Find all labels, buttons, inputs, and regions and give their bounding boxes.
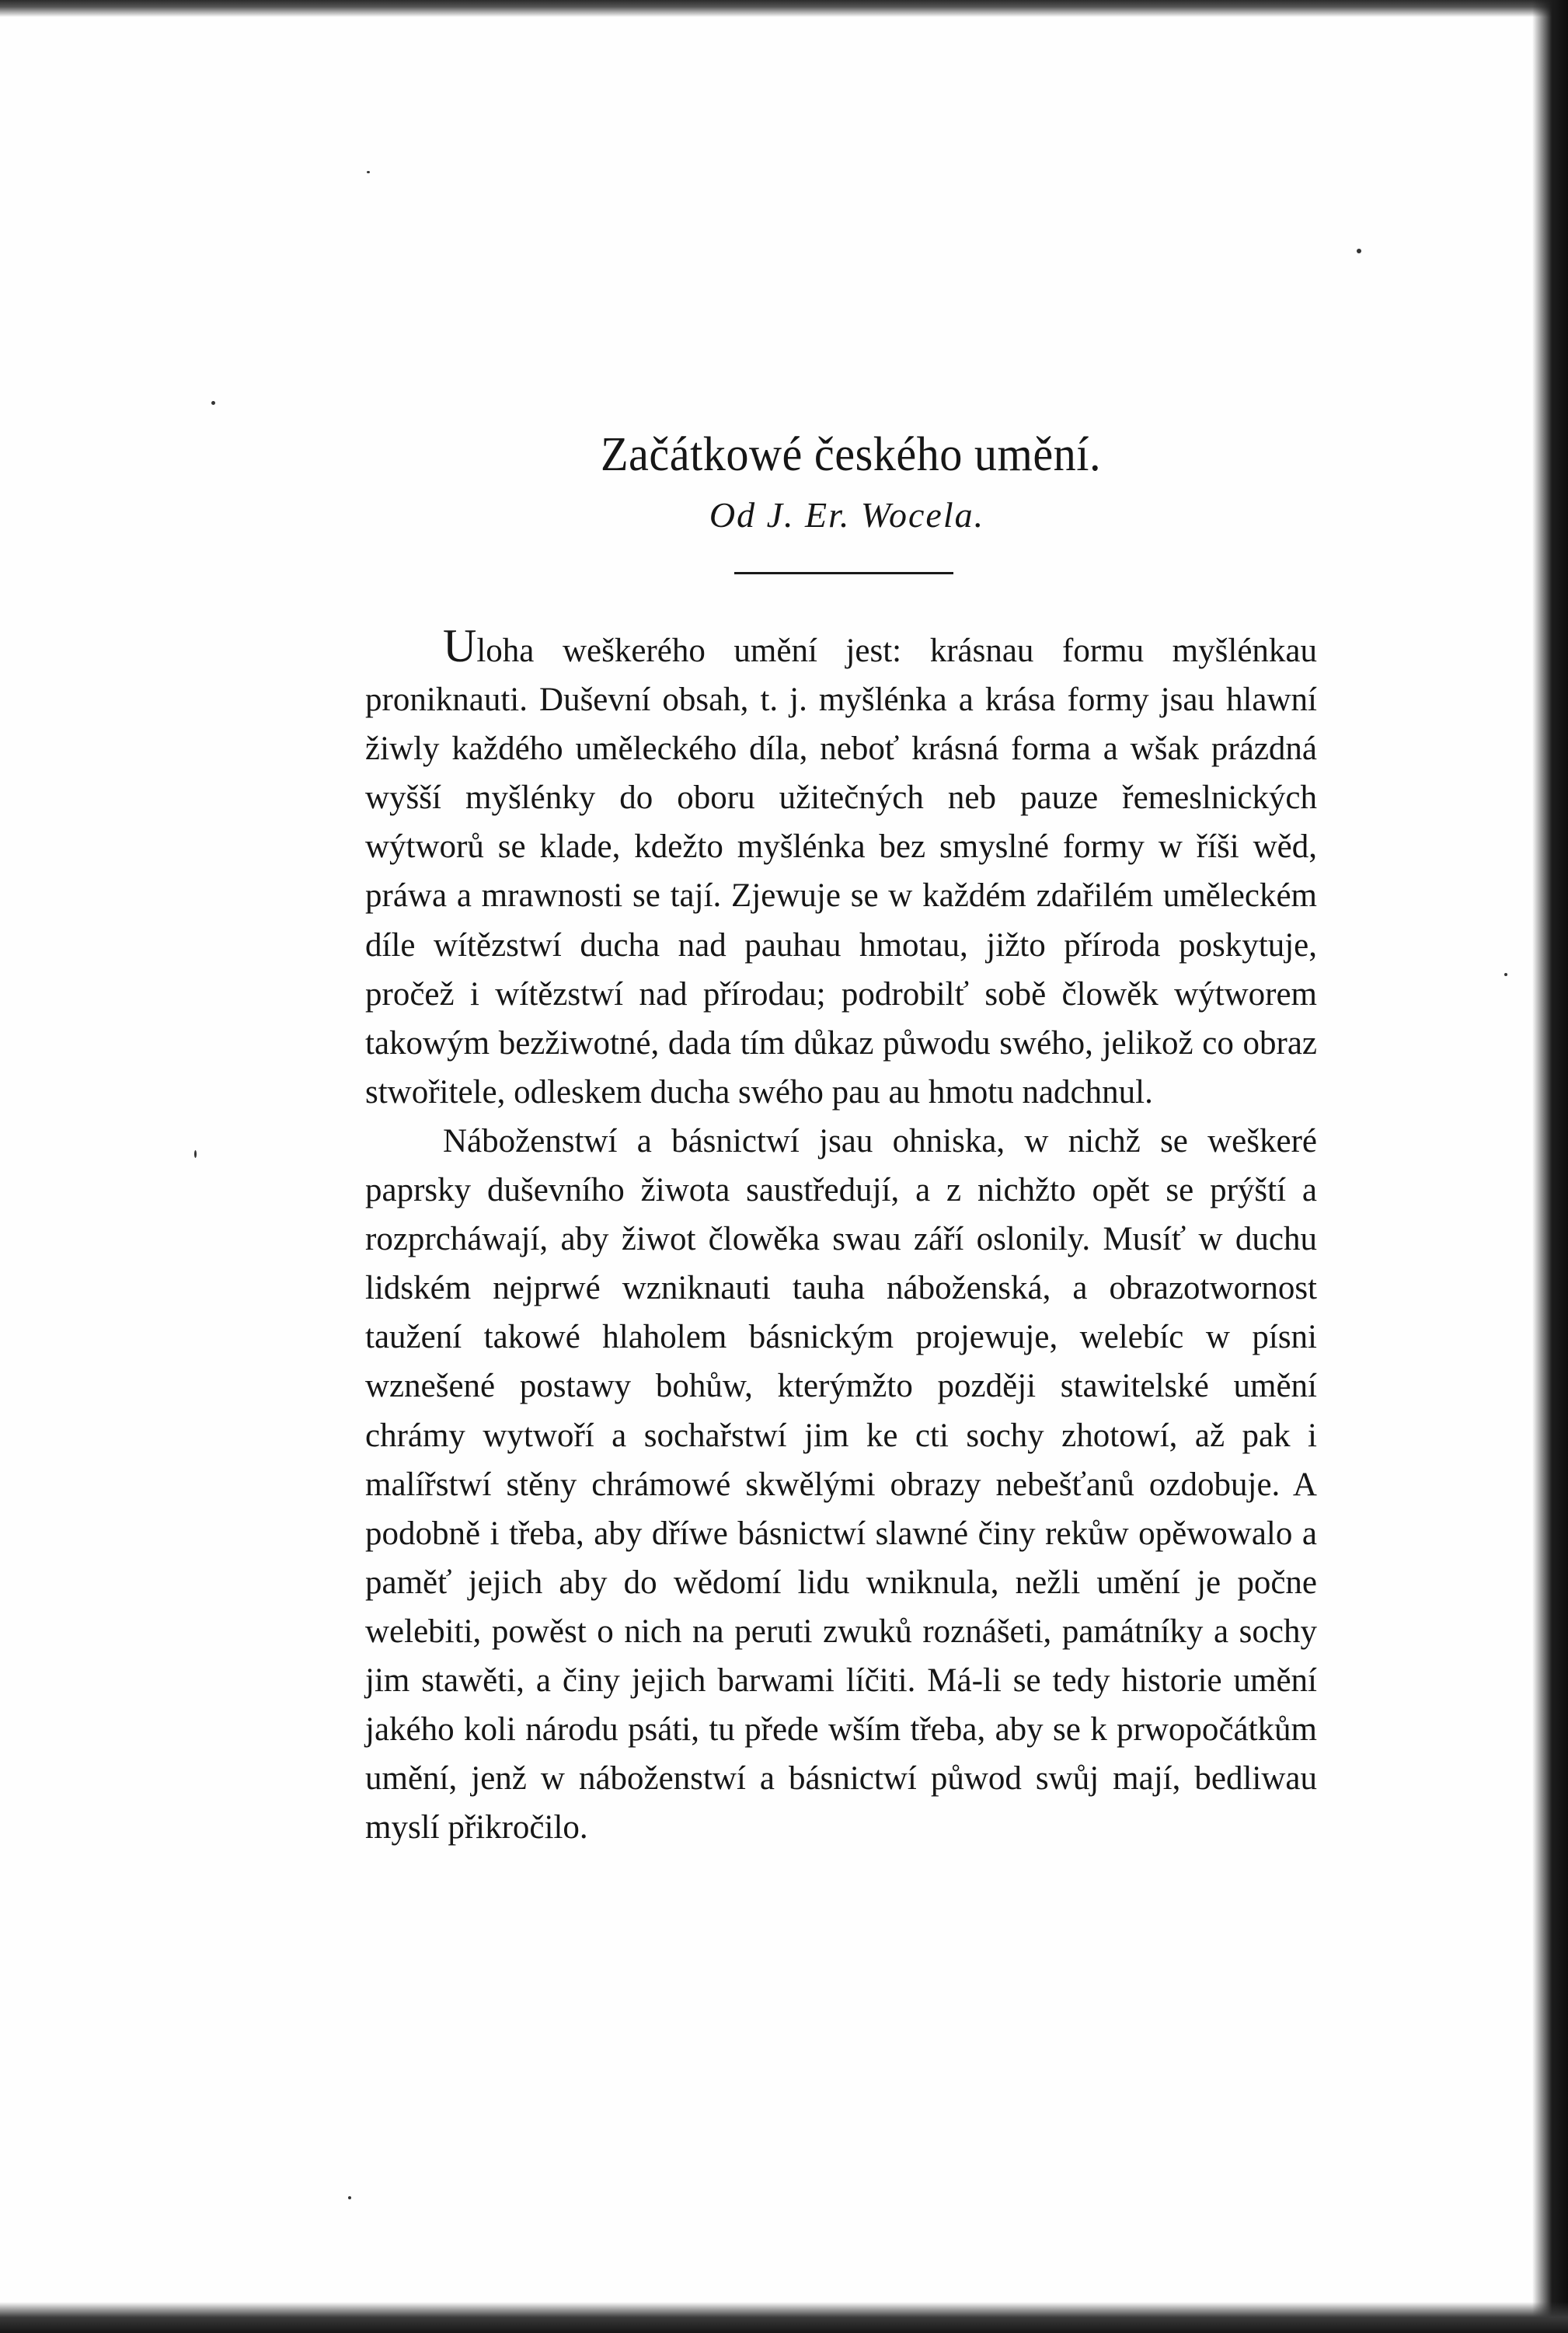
scan-speck	[194, 1150, 197, 1158]
scan-speck	[1504, 973, 1507, 976]
scan-speck	[211, 401, 215, 405]
scan-speck	[367, 171, 370, 173]
scan-edge-bottom	[0, 2302, 1568, 2333]
article-author: Od J. Er. Wocela.	[709, 495, 985, 535]
title-divider	[734, 572, 953, 574]
paragraph-text: loha weškerého umění jest: krásnau formu myšlénkau proniknauti. Duševní obsah, t. j. myšlénka a krása formy jsau hlawní žiwly každého uměleckého díla, neboť krásná forma a wšak prázdná wyšší myšlénky do oboru užitečných neb pauze řemeslnických wýtworů se klade, kdežto myšlénka bez smyslné formy w říši wěd, práwa a mrawnosti se tají. Zjewuje se w každém zdařilém uměleckém díle wítězstwí ducha nad pauhau hmotau, jižto příroda poskytuje, pročež i wítězstwí nad přírodau; podrobilť sobě člowěk wýtworem takowým bezžiwotné, dada tím důkaz půwodu swého, jelikož co obraz stwořitele, odleskem ducha swého pau au hmotu nadchnul.	[365, 633, 1317, 1111]
article-title: Začátkowé českého umění.	[600, 427, 1101, 481]
paragraph	[365, 622, 1317, 1117]
paragraph	[365, 1117, 1317, 1852]
scan-speck	[348, 2196, 351, 2199]
scan-speck	[1357, 249, 1361, 253]
article-body	[365, 622, 1317, 1852]
paragraph-text: Náboženstwí a básnictwí jsau ohniska, w nichž se weškeré paprsky duševního žiwota saustředují, a z nichžto opět se prýští a rozprcháwají, aby žiwot člowěka swau září oslonily. Musíť w duchu lidském nejprwé wzniknauti tauha náboženská, a obrazotwornost taužení takowé hlaholem básnickým projewuje, welebíc w písni wznešené postawy bohůw, kterýmžto později stawitelské umění chrámy wytwoří a sochařstwí jim ke cti sochy zhotowí, až pak i malířstwí stěny chrámowé skwělými obrazy nebešťanů ozdobuje. A podobně i třeba, aby dříwe básnictwí slawné činy rekůw opěwowalo a paměť jejich aby do wědomí lidu wniknula, nežli umění je počne welebiti, powěst o nich na peruti zwuků roznášeti, památníky a sochy jim stawěti, a činy jejich barwami líčiti. Má-li se tedy historie umění jakého koli národu psáti, tu přede wším třeba, aby se k prwopočátkům umění, jenž w náboženstwí a básnictwí půwod swůj mají, bedliwau myslí přikročilo.	[365, 1122, 1317, 1847]
scan-edge-top	[0, 0, 1568, 17]
scan-edge-right	[1532, 0, 1568, 2333]
paragraph-initial: U	[443, 620, 477, 671]
